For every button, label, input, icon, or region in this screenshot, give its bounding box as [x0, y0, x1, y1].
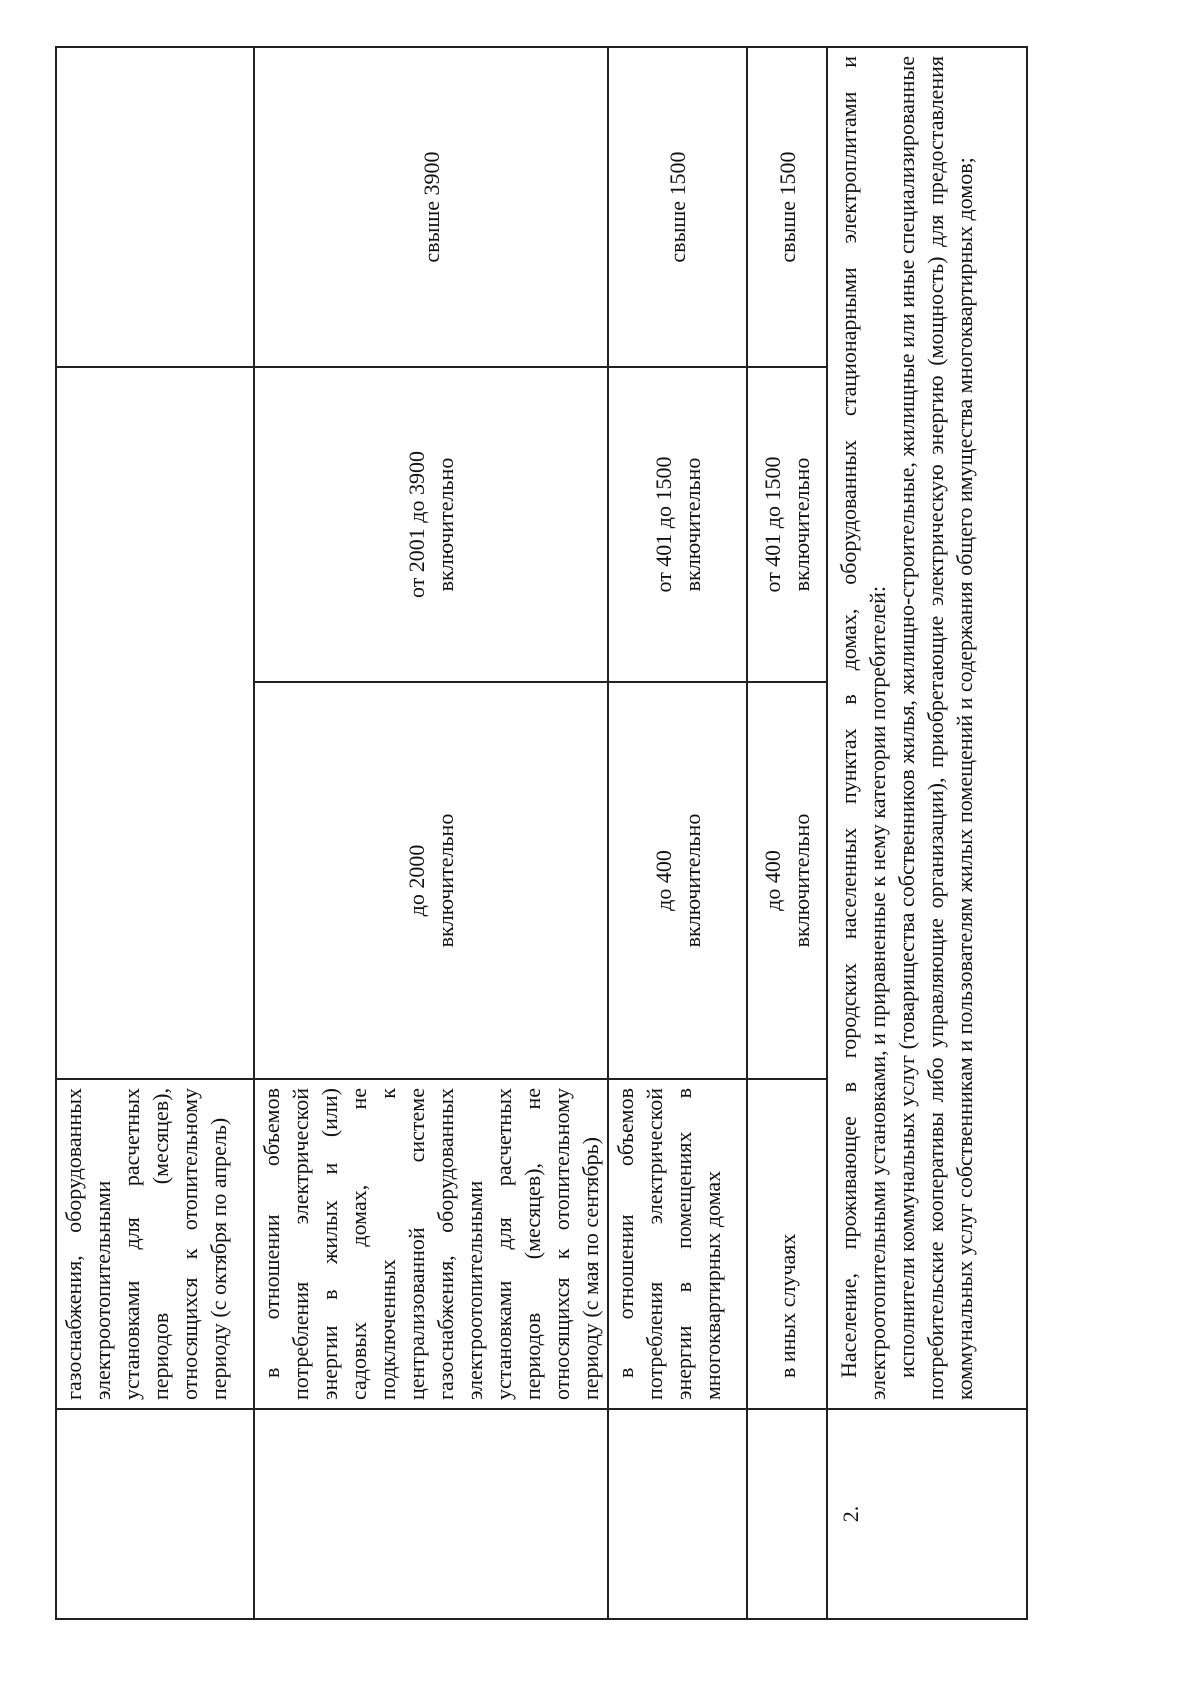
- number-cell: [608, 1409, 747, 1619]
- description-cell: в отношении объемов потребления электрической энергии в помещениях в многоквартирных домах: [608, 1079, 747, 1409]
- range-value: от 2001 до 3900: [404, 450, 429, 599]
- range-value: от 401 до 1500: [760, 456, 785, 593]
- range1-cell: [254, 682, 608, 1079]
- description-cell: в отношении объемов потребления электрической энергии в жилых и (или) садовых домах, не подключенных к централизованной системе газоснабжения, оборудованных электроотопительными установками для расчетных периодов (месяцев), не относящихся к отопительному периоду (с мая по сентябрь): [254, 1079, 608, 1409]
- empty-cell: [56, 47, 254, 367]
- range2-cell: [254, 367, 608, 682]
- range-suffix: включительно: [679, 457, 705, 592]
- table-row-item-2: [827, 47, 1027, 1619]
- number-cell: [56, 1409, 254, 1619]
- item2-paragraph-1: Население, проживающее в городских населенных пунктах в домах, оборудованных стационарными электроплитами и электроотопительными установками, и приравненные к нему категории потребителей:: [836, 56, 890, 1400]
- range-value: до 400: [760, 850, 785, 911]
- item2-description-cell: [827, 47, 1027, 1409]
- table-row-continuation: [56, 47, 254, 1619]
- description-cell: в иных случаях: [747, 1079, 827, 1409]
- range-value: до 400: [650, 850, 676, 911]
- range-suffix: включительно: [789, 813, 814, 948]
- table-row: [608, 47, 747, 1619]
- range-suffix: включительно: [433, 813, 458, 948]
- range3-cell: свыше 1500: [608, 47, 747, 367]
- table-row: [747, 47, 827, 1619]
- item2-paragraph-2: исполнители коммунальных услуг (товарищества собственников жилья, жилищно-строительные, жилищные или иные специализированные потребительские кооперативы либо управляющие организации), приобретающие электрическую энергию (мощность) для предоставления коммунальных услуг собственникам и пользователям жилых помещений и содержания общего имущества многоквартирных домов;: [894, 56, 977, 1400]
- range-suffix: включительно: [679, 813, 705, 948]
- range3-cell: свыше 1500: [747, 47, 827, 367]
- range1-cell: [747, 682, 827, 1079]
- empty-cell: [56, 367, 254, 1079]
- range3-cell: свыше 3900: [254, 47, 608, 367]
- range2-cell: [608, 367, 747, 682]
- range-value: до 2000: [404, 844, 429, 917]
- range-suffix: включительно: [433, 457, 458, 592]
- tariff-volume-table: [55, 46, 1028, 1620]
- number-cell: 2.: [827, 1409, 1027, 1619]
- description-cell: газоснабжения, оборудованных электроотопительными установками для расчетных периодов (месяцев), относящихся к отопительному периоду (с октября по апрель): [56, 1079, 254, 1409]
- range-value: от 401 до 1500: [650, 456, 676, 593]
- number-cell: [747, 1409, 827, 1619]
- number-cell: [254, 1409, 608, 1619]
- range-suffix: включительно: [789, 457, 814, 592]
- table-row: [254, 47, 608, 1619]
- range2-cell: [747, 367, 827, 682]
- range1-cell: [608, 682, 747, 1079]
